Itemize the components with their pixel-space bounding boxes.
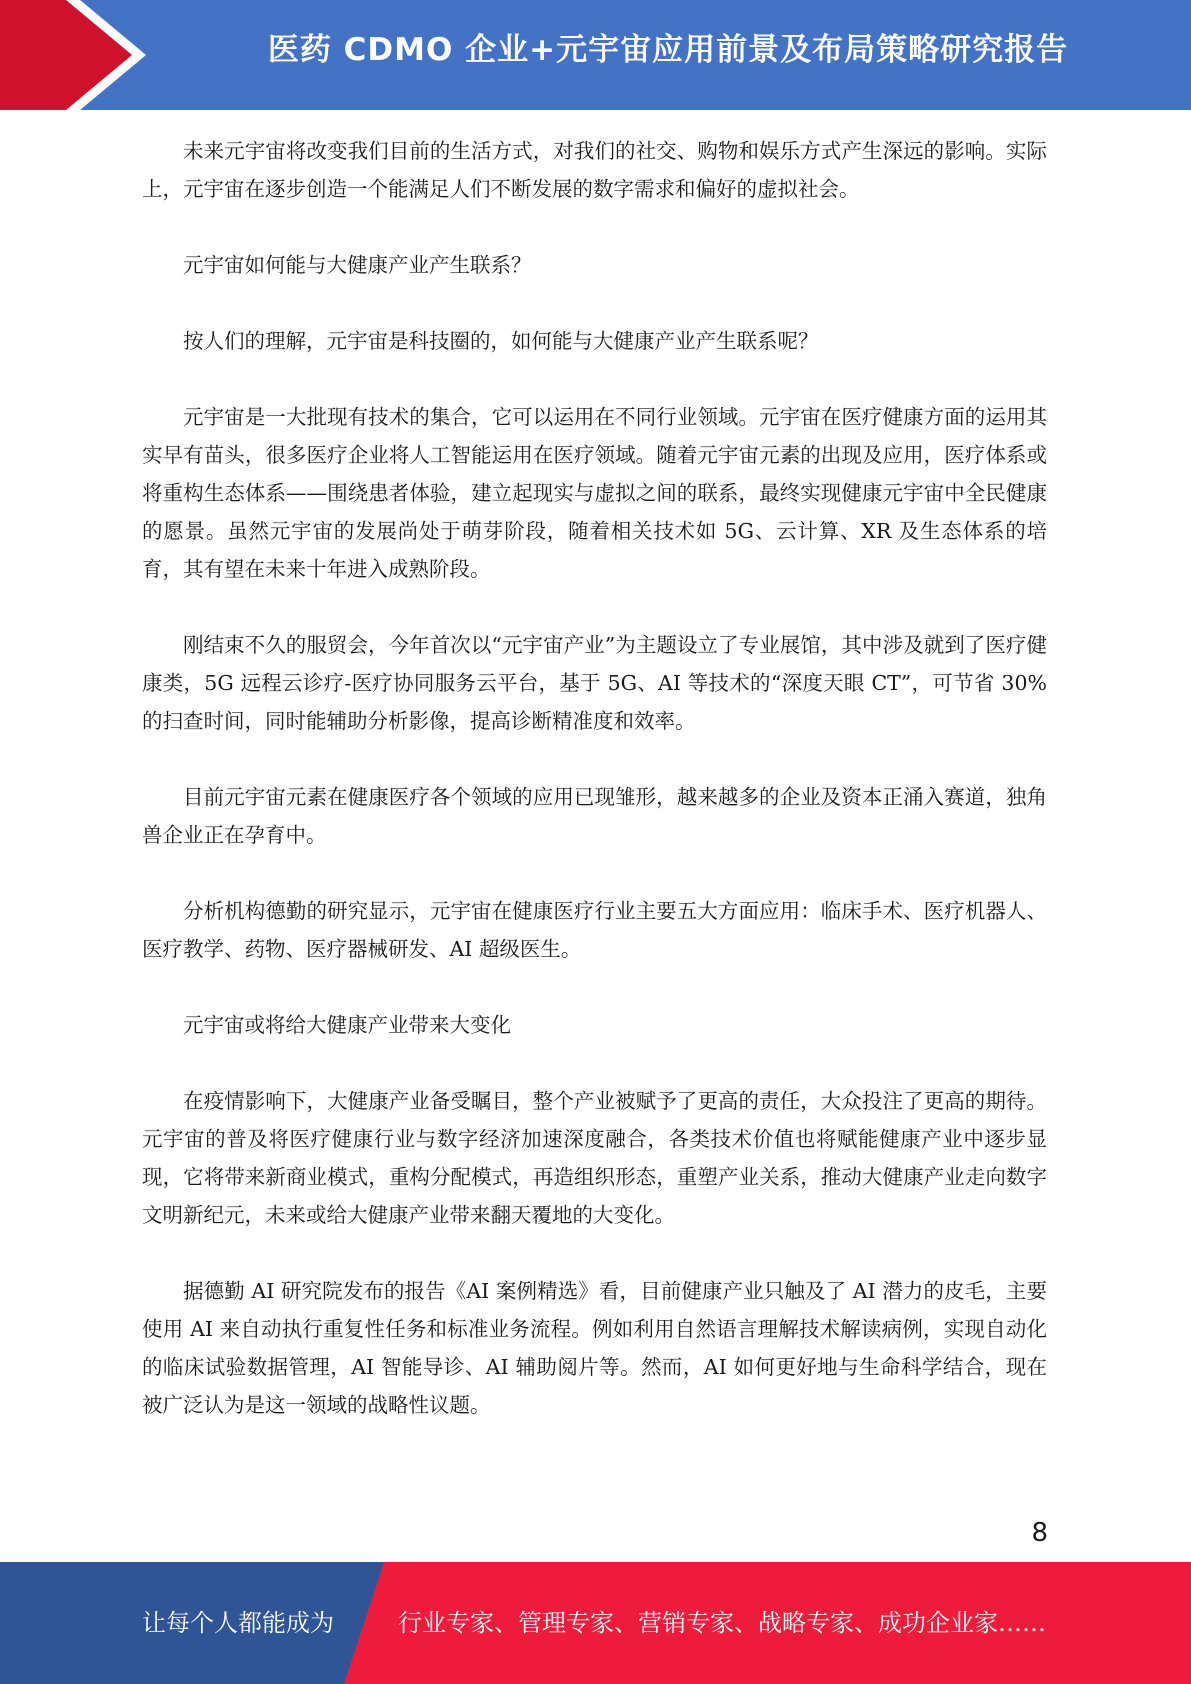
- paragraph: 未来元宇宙将改变我们目前的生活方式，对我们的社交、购物和娱乐方式产生深远的影响。实际上，元宇宙在逐步创造一个能满足人们不断发展的数字需求和偏好的虚拟社会。: [142, 139, 1047, 201]
- header-arrow-decoration: [0, 0, 160, 110]
- footer-slogan-left: 让每个人都能成为: [142, 1609, 334, 1637]
- report-title: 医药 CDMO 企业+元宇宙应用前景及布局策略研究报告: [267, 32, 1069, 68]
- paragraph: 目前元宇宙元素在健康医疗各个领域的应用已现雏形，越来越多的企业及资本正涌入赛道，独角兽企业正在孕育中。: [142, 785, 1047, 847]
- paragraph: 分析机构德勤的研究显示，元宇宙在健康医疗行业主要五大方面应用：临床手术、医疗机器人、医疗教学、药物、医疗器械研发、AI 超级医生。: [142, 899, 1047, 961]
- paragraph: 按人们的理解，元宇宙是科技圈的，如何能与大健康产业产生联系呢？: [183, 329, 819, 353]
- section-heading: 元宇宙或将给大健康产业带来大变化: [183, 1013, 511, 1037]
- paragraph: 元宇宙是一大批现有技术的集合，它可以运用在不同行业领域。元宇宙在医疗健康方面的运用其实早有苗头，很多医疗企业将人工智能运用在医疗领域。随着元宇宙元素的出现及应用，医疗体系或将重构生态体系——围绕患者体验，建立起现实与虚拟之间的联系，最终实现健康元宇宙中全民健康的愿景。虽然元宇宙的发展尚处于萌芽阶段，随着相关技术如 5G、云计算、XR 及生态体系的培育，其有望在未来十年进入成熟阶段。: [142, 405, 1047, 581]
- paragraph: 在疫情影响下，大健康产业备受瞩目，整个产业被赋予了更高的责任，大众投注了更高的期待。元宇宙的普及将医疗健康行业与数字经济加速深度融合，各类技术价值也将赋能健康产业中逐步显现，它将带来新商业模式，重构分配模式，再造组织形态，重塑产业关系，推动大健康产业走向数字文明新纪元，未来或给大健康产业带来翻天覆地的大变化。: [142, 1089, 1047, 1227]
- section-question: 元宇宙如何能与大健康产业产生联系？: [183, 253, 532, 277]
- paragraph: 据德勤 AI 研究院发布的报告《AI 案例精选》看，目前健康产业只触及了 AI 潜力的皮毛，主要使用 AI 来自动执行重复性任务和标准业务流程。例如利用自然语言理解技术解读病例，实现自动化的临床试验数据管理，AI 智能导诊、AI 辅助阅片等。然而，AI 如何更好地与生命科学结合，现在被广泛认为是这一领域的战略性议题。: [142, 1279, 1047, 1417]
- report-body: [142, 132, 1047, 1462]
- paragraph: 刚结束不久的服贸会，今年首次以“元宇宙产业”为主题设立了专业展馆，其中涉及就到了医疗健康类，5G 远程云诊疗-医疗协同服务云平台，基于 5G、AI 等技术的“深度天眼 CT”，可节省 30%的扫查时间，同时能辅助分析影像，提高诊断精准度和效率。: [142, 633, 1047, 733]
- page-number: 8: [1031, 1518, 1048, 1548]
- footer-slogan-right: 行业专家、管理专家、营销专家、战略专家、成功企业家……: [398, 1609, 1046, 1637]
- page-footer: [0, 1562, 1191, 1684]
- page-header: [0, 0, 1191, 110]
